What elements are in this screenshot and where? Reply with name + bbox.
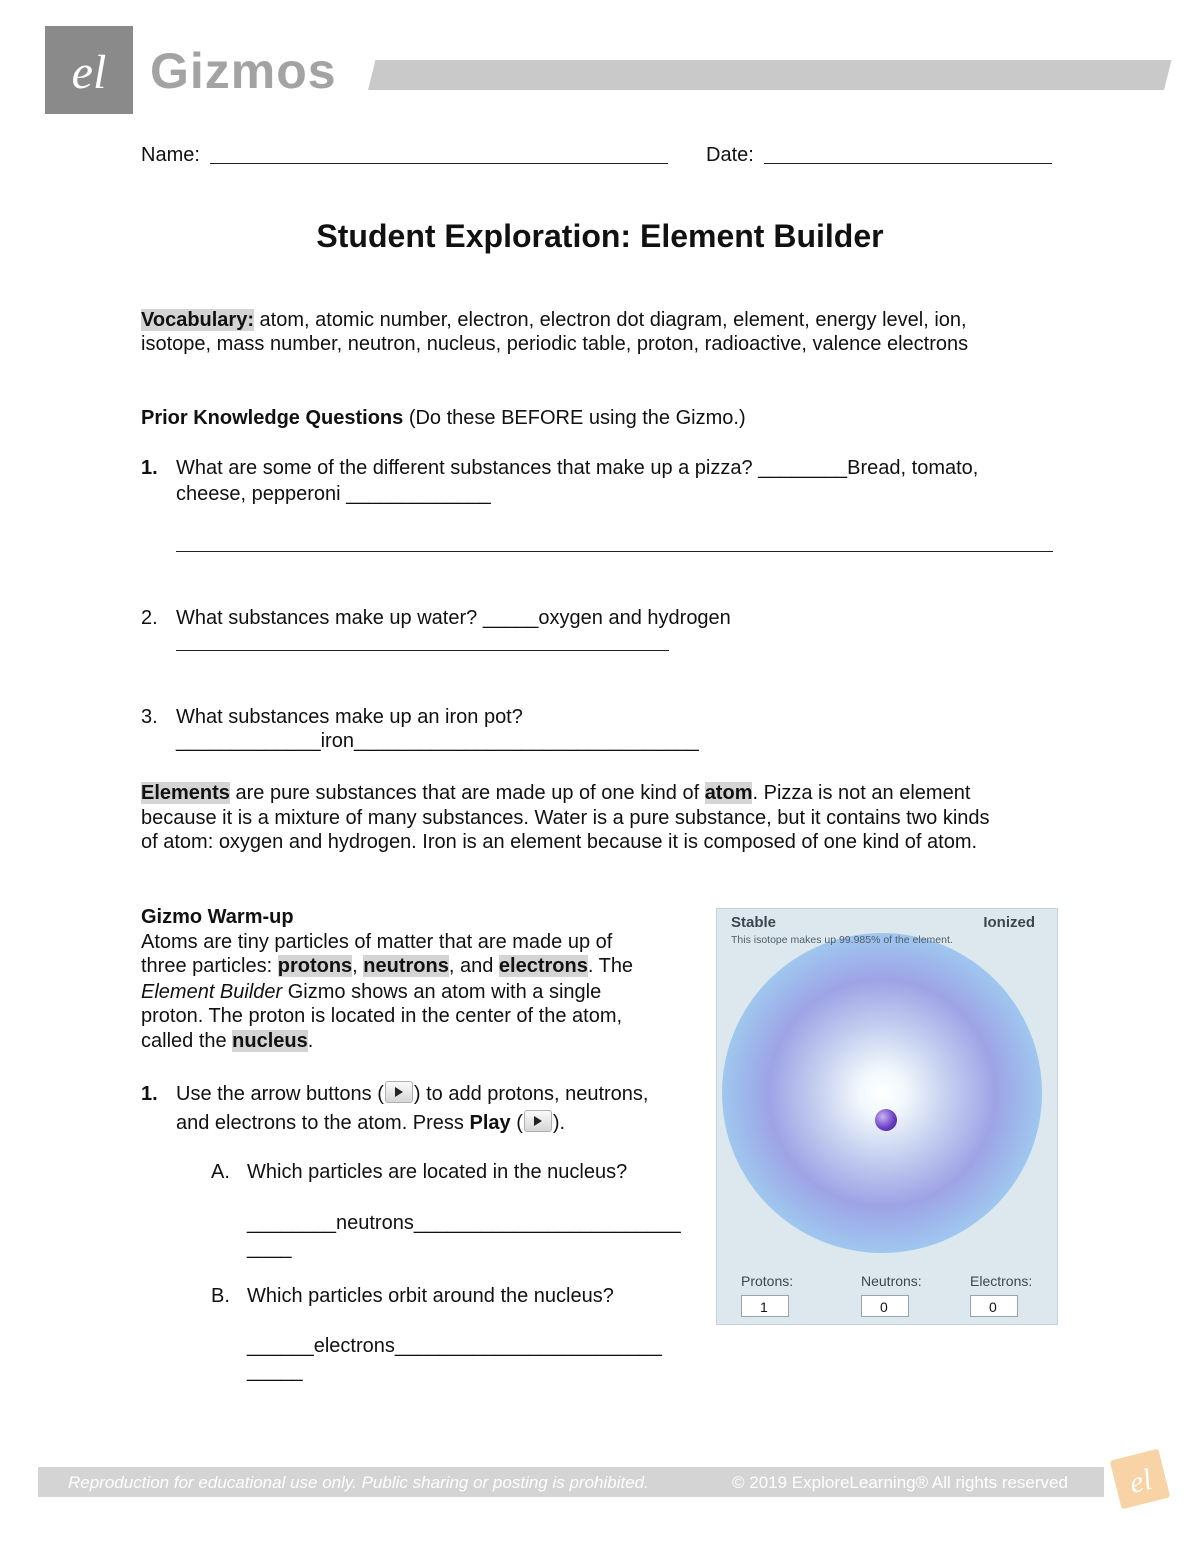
question-text: What substances make up an iron pot? [176, 706, 523, 728]
vocabulary-label: Vocabulary: [141, 309, 254, 331]
isotope-note: This isotope makes up 99.985% of the element. [731, 934, 953, 946]
question-number: 1. [141, 1083, 158, 1105]
ionized-label: Ionized [983, 914, 1035, 931]
svg-text:el: el [1126, 1462, 1156, 1501]
subquestion-a-answer-cont: ____ [247, 1237, 292, 1259]
subquestion-b-answer-cont: _____ [247, 1360, 303, 1382]
question-1-answer: cheese, pepperoni _____________ [176, 483, 491, 505]
warmup-line-2 [141, 954, 633, 978]
date-field-line[interactable] [764, 163, 1052, 164]
prior-heading: Prior Knowledge Questions [141, 407, 404, 429]
neutrons-count[interactable]: 0 [861, 1295, 909, 1317]
keyword-elements: Elements [141, 782, 230, 804]
vocabulary-terms-1: atom, atomic number, electron, electron dot diagram, element, energy level, ion, [254, 309, 967, 331]
play-button-icon [524, 1110, 552, 1132]
explorelearning-logo [45, 26, 133, 114]
keyword-atom: atom [704, 782, 753, 804]
warmup-line-5 [141, 1029, 313, 1053]
footer-logo-icon [1104, 1443, 1176, 1515]
footer-copyright: © 2019 ExploreLearning® All rights reserved [732, 1473, 1068, 1492]
name-field-line[interactable] [210, 163, 668, 164]
subquestion-b-answer: ______electrons________________________ [247, 1335, 662, 1357]
warmup-line-4: proton. The proton is located in the center of the atom, [141, 1005, 623, 1027]
prior-subheading: (Do these BEFORE using the Gizmo.) [403, 407, 746, 429]
vocabulary-line-2: isotope, mass number, neutron, nucleus, periodic table, proton, radioactive, valence electrons [141, 333, 969, 355]
keyword-protons: protons [277, 955, 353, 977]
question-text: What substances make up water? _____oxygen and hydrogen [176, 607, 731, 629]
electrons-count[interactable]: 0 [970, 1295, 1018, 1317]
element-builder-simulation [716, 908, 1058, 1325]
subquestion-text: Which particles orbit around the nucleus? [247, 1285, 614, 1307]
warmup-text: , and [448, 955, 499, 977]
subquestion-text: Which particles are located in the nucleus? [247, 1161, 628, 1183]
question-3-answer: _____________iron_______________________________ [176, 730, 699, 752]
keyword-neutrons: neutrons [363, 955, 449, 977]
subquestion-a [211, 1160, 627, 1184]
keyword-electrons: electrons [498, 955, 588, 977]
warmup-text: . The [587, 955, 634, 977]
elements-text: . Pizza is not an element [752, 782, 971, 804]
question-2 [141, 606, 731, 630]
atom-diagram [722, 933, 1042, 1253]
el-logo-icon [45, 26, 133, 114]
svg-text:el: el [71, 46, 107, 99]
protons-label: Protons: [741, 1273, 794, 1289]
elements-paragraph-line-3: of atom: oxygen and hydrogen. Iron is an element because it is composed of one kind of atom. [141, 831, 978, 853]
keyword-nucleus: nucleus [232, 1030, 308, 1052]
subquestion-a-answer: ________neutrons________________________ [247, 1212, 681, 1234]
vocabulary-line-1 [141, 308, 967, 332]
question-number: 3. [141, 706, 158, 728]
answer-line[interactable] [176, 650, 669, 651]
warmup-text: Gizmo shows an atom with a single [282, 981, 602, 1003]
question-1 [141, 456, 978, 480]
warmup-text: ( [510, 1112, 523, 1134]
electrons-label: Electrons: [970, 1273, 1033, 1289]
neutrons-label: Neutrons: [861, 1273, 922, 1289]
header-bar [368, 60, 1171, 90]
warmup-text: Use the arrow buttons ( [176, 1083, 384, 1105]
name-label: Name: [141, 144, 200, 166]
gizmos-brand: Gizmos [150, 43, 337, 99]
arrow-button-icon [385, 1081, 413, 1103]
protons-count[interactable]: 1 [741, 1295, 789, 1317]
warmup-line-1: Atoms are tiny particles of matter that are made up of [141, 931, 613, 953]
warmup-text: called the [141, 1030, 233, 1052]
warmup-line-3 [141, 980, 601, 1004]
gizmo-name: Element Builder [141, 981, 283, 1003]
page-title: Student Exploration: Element Builder [316, 218, 884, 254]
warmup-text: ) to add protons, neutrons, [413, 1083, 649, 1105]
warmup-heading: Gizmo Warm-up [141, 906, 294, 928]
prior-knowledge-heading [141, 406, 746, 430]
subquestion-label: A. [211, 1161, 230, 1183]
question-text: What are some of the different substances that make up a pizza? ________Bread, tomato, [176, 457, 979, 479]
question-number: 2. [141, 607, 158, 629]
footer-notice: Reproduction for educational use only. Public sharing or posting is prohibited. [68, 1473, 649, 1492]
question-3 [141, 705, 523, 729]
subquestion-b [211, 1284, 614, 1308]
warmup-question-1-line-2 [176, 1110, 565, 1135]
stable-label: Stable [731, 914, 777, 931]
answer-line[interactable] [176, 551, 1053, 552]
warmup-text: and electrons to the atom. Press [176, 1112, 470, 1134]
warmup-text: three particles: [141, 955, 278, 977]
play-label: Play [469, 1112, 511, 1134]
elements-paragraph-line-2: because it is a mixture of many substances. Water is a pure substance, but it contains two kinds [141, 807, 990, 829]
proton-nucleus [875, 1109, 897, 1131]
warmup-text: ). [552, 1112, 566, 1134]
warmup-text: , [352, 955, 364, 977]
subquestion-label: B. [211, 1285, 230, 1307]
elements-text: are pure substances that are made up of one kind of [229, 782, 705, 804]
warmup-question-1 [141, 1081, 648, 1106]
date-label: Date: [706, 144, 754, 166]
question-number: 1. [141, 457, 158, 479]
warmup-text: . [307, 1030, 314, 1052]
elements-paragraph-line-1 [141, 781, 970, 805]
